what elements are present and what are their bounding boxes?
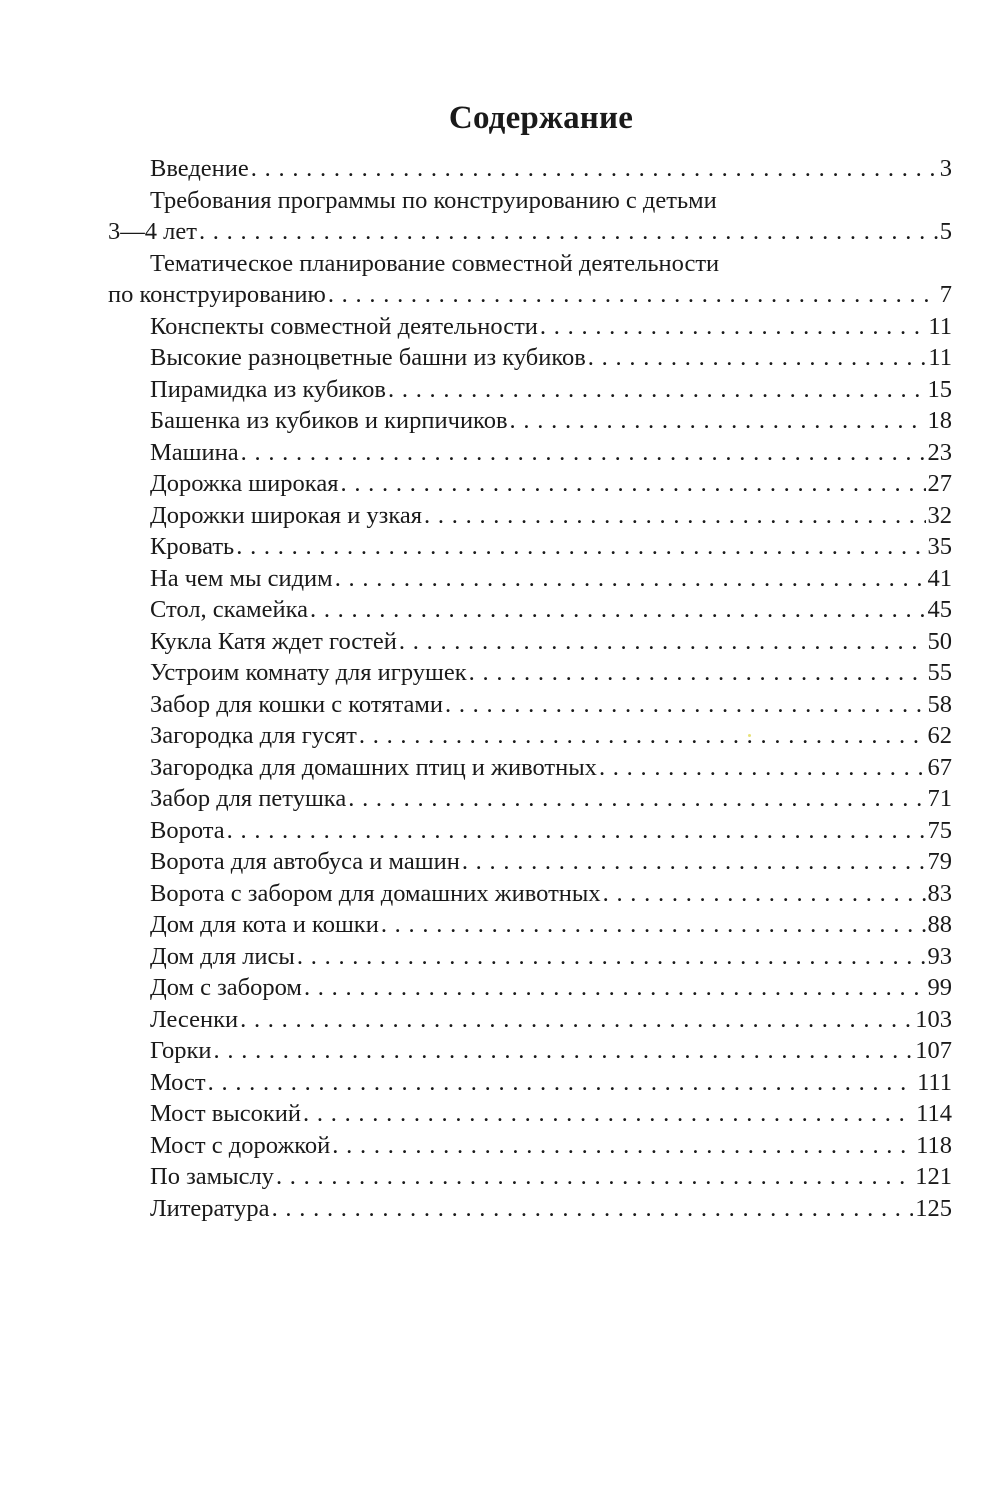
toc-entry xyxy=(108,972,952,1004)
toc-entry-row xyxy=(108,1193,952,1225)
toc-entry-title: Башенка из кубиков и кирпичиков xyxy=(150,407,508,434)
toc-page-number: 88 xyxy=(927,911,952,938)
dot-leader xyxy=(445,689,926,721)
toc-entry-title: Мост высокий xyxy=(150,1100,302,1127)
toc-entry xyxy=(108,689,952,721)
toc-entry-title: Машина xyxy=(150,438,239,466)
toc-page-number: 93 xyxy=(927,942,952,970)
toc-entry-row xyxy=(108,1035,952,1067)
toc-entry xyxy=(108,468,952,500)
toc-entry-row xyxy=(108,531,952,563)
toc-entry xyxy=(108,437,952,469)
toc-entry-row xyxy=(108,909,952,941)
toc-entry-row xyxy=(108,1161,952,1193)
toc-entry-title: по конструированию xyxy=(108,281,326,308)
toc-page-number: 71 xyxy=(927,785,952,812)
toc-entry xyxy=(108,815,952,847)
toc-entry-title: Введение xyxy=(150,155,249,182)
toc-entry xyxy=(108,752,952,784)
toc-page-number: 55 xyxy=(927,659,952,686)
dot-leader xyxy=(214,1035,914,1067)
toc-page-number: 125 xyxy=(915,1194,952,1222)
toc-entry-row xyxy=(108,626,952,658)
toc-page-number: 41 xyxy=(927,564,952,592)
toc-page-number: 11 xyxy=(928,312,952,340)
toc-entry-row xyxy=(108,815,952,847)
toc-entry-row xyxy=(108,500,952,532)
toc-entry-title-line: Тематическое планирование совместной деятельности xyxy=(150,249,720,277)
toc-entry-title: Мост с дорожкой xyxy=(150,1131,331,1159)
toc-entry-title: Дорожка широкая xyxy=(150,470,339,497)
toc-entry-title: Загородка для гусят xyxy=(150,722,357,749)
toc-page-number: 32 xyxy=(927,501,952,529)
toc-entry-row xyxy=(108,279,952,311)
toc-page-number: 45 xyxy=(927,596,952,623)
dot-leader xyxy=(241,437,926,469)
dot-leader xyxy=(388,374,926,406)
toc-entry-title: Пирамидка из кубиков xyxy=(150,375,386,403)
toc-entry-title: 3—4 лет xyxy=(108,218,197,245)
toc-entry-title-line: Требования программы по конструированию с детьми xyxy=(150,186,717,214)
toc-entry xyxy=(108,1004,952,1036)
dot-leader xyxy=(424,500,925,532)
toc-entry-row xyxy=(108,657,952,689)
toc-page-number: 114 xyxy=(916,1100,952,1127)
toc-entry-title: Кукла Катя ждет гостей xyxy=(150,627,397,655)
toc-entry-row xyxy=(108,405,952,437)
toc-entry-title: Ворота xyxy=(150,816,225,844)
toc-entry-title: Ворота для автобуса и машин xyxy=(150,848,460,875)
toc-entry xyxy=(108,1067,952,1099)
toc-entry-title: Кровать xyxy=(150,533,235,560)
toc-entry-title: Литература xyxy=(150,1194,270,1222)
toc-entry xyxy=(108,1035,952,1067)
toc-entry-title: Ворота с забором для домашних животных xyxy=(150,879,601,907)
toc-entry xyxy=(108,1193,952,1225)
toc-entry-title: Горки xyxy=(150,1037,212,1064)
toc-entry-row xyxy=(108,563,952,595)
toc-entry-row xyxy=(108,342,952,374)
toc-entry-row xyxy=(108,594,952,626)
toc-entry-title: На чем мы сидим xyxy=(150,564,333,592)
toc-entry xyxy=(108,311,952,343)
toc-entry-row xyxy=(108,720,952,752)
toc-entry xyxy=(108,563,952,595)
toc-entry-title: Загородка для домашних птиц и животных xyxy=(150,753,597,781)
toc-entry-row xyxy=(108,311,952,343)
toc-entry xyxy=(108,1098,952,1130)
toc-entry-row xyxy=(108,437,952,469)
toc-entry-title: Забор для петушка xyxy=(150,785,347,812)
toc-entry-title: Стол, скамейка xyxy=(150,596,308,623)
toc-entry xyxy=(108,531,952,563)
dot-leader xyxy=(540,311,926,343)
toc-entry xyxy=(108,941,952,973)
toc-page-number: 5 xyxy=(939,218,952,245)
toc-page-number: 7 xyxy=(939,281,952,308)
dot-leader xyxy=(310,594,926,626)
toc-page-number: 83 xyxy=(927,879,952,907)
toc-entry-title: Дом для кота и кошки xyxy=(150,911,379,938)
toc-entry xyxy=(108,594,952,626)
paper-speck xyxy=(748,734,751,737)
toc-entry-title: Мост xyxy=(150,1068,206,1096)
dot-leader xyxy=(236,531,925,563)
toc-page-number: 50 xyxy=(927,627,952,655)
toc-page-number: 35 xyxy=(927,533,952,560)
toc-page-number: 18 xyxy=(927,407,952,434)
dot-leader xyxy=(599,752,926,784)
dot-leader xyxy=(251,153,938,185)
toc-entry xyxy=(108,626,952,658)
toc-entry-title: Забор для кошки с котятами xyxy=(150,690,443,718)
toc-entry-title: По замыслу xyxy=(150,1163,274,1190)
toc-page-number: 75 xyxy=(927,816,952,844)
toc-page-number: 79 xyxy=(927,848,952,875)
toc-entry-row xyxy=(108,216,952,248)
dot-leader xyxy=(510,405,926,437)
dot-leader xyxy=(332,1130,914,1162)
toc-entry-row xyxy=(108,153,952,185)
toc-page-number: 67 xyxy=(927,753,952,781)
toc-entry-row xyxy=(108,1130,952,1162)
dot-leader xyxy=(297,941,926,973)
dot-leader xyxy=(462,846,926,878)
page-title: Содержание xyxy=(448,100,634,137)
toc-entry-row xyxy=(108,468,952,500)
dot-leader xyxy=(603,878,926,910)
dot-leader xyxy=(272,1193,914,1225)
dot-leader xyxy=(276,1161,913,1193)
dot-leader xyxy=(328,279,938,311)
toc-entry-title: Дорожки широкая и узкая xyxy=(150,501,423,529)
dot-leader xyxy=(240,1004,913,1036)
dot-leader xyxy=(199,216,938,248)
toc-entry-row xyxy=(108,846,952,878)
toc-entry xyxy=(108,405,952,437)
toc-entry xyxy=(108,878,952,910)
toc-entry-row xyxy=(108,1098,952,1130)
dot-leader xyxy=(359,720,926,752)
toc-entry xyxy=(108,1130,952,1162)
toc-page-number: 3 xyxy=(939,155,952,182)
dot-leader xyxy=(348,783,925,815)
toc-page-number: 27 xyxy=(927,470,952,497)
toc-entry xyxy=(108,248,952,311)
dot-leader xyxy=(303,1098,914,1130)
toc-page-number: 121 xyxy=(915,1163,952,1190)
toc-entry xyxy=(108,783,952,815)
toc-entry xyxy=(108,1161,952,1193)
toc-entry-title: Высокие разноцветные башни из кубиков xyxy=(150,344,586,371)
toc-entry xyxy=(108,500,952,532)
toc-entry-title: Конспекты совместной деятельности xyxy=(150,312,538,340)
dot-leader xyxy=(227,815,926,847)
dot-leader xyxy=(399,626,926,658)
toc-page-number: 107 xyxy=(915,1037,952,1064)
toc-entry-row xyxy=(108,1004,952,1036)
toc-page-number: 15 xyxy=(927,375,952,403)
dot-leader xyxy=(304,972,926,1004)
dot-leader xyxy=(335,563,926,595)
toc-entry xyxy=(108,185,952,248)
toc-entry-row xyxy=(108,689,952,721)
toc-entry-row xyxy=(108,752,952,784)
toc-entry xyxy=(108,153,952,185)
dot-leader xyxy=(381,909,926,941)
toc-page-number: 118 xyxy=(916,1131,952,1159)
toc-entry-row xyxy=(108,972,952,1004)
toc-page-number: 11 xyxy=(928,344,952,371)
toc-entry-title: Дом для лисы xyxy=(150,942,295,970)
table-of-contents xyxy=(108,153,952,1224)
toc-entry xyxy=(108,846,952,878)
dot-leader xyxy=(469,657,926,689)
dot-leader xyxy=(588,342,927,374)
toc-entry xyxy=(108,342,952,374)
toc-page-number: 103 xyxy=(915,1005,952,1033)
toc-entry xyxy=(108,657,952,689)
toc-entry-title: Лесенки xyxy=(150,1005,239,1033)
toc-entry-row xyxy=(108,878,952,910)
toc-page-number: 99 xyxy=(927,974,952,1001)
toc-page-number: 62 xyxy=(927,722,952,749)
toc-entry xyxy=(108,374,952,406)
dot-leader xyxy=(340,468,925,500)
toc-entry-row xyxy=(108,941,952,973)
toc-page-number: 23 xyxy=(927,438,952,466)
toc-entry-row xyxy=(108,1067,952,1099)
toc-page-number: 111 xyxy=(917,1068,952,1096)
toc-entry xyxy=(108,909,952,941)
toc-page-number: 58 xyxy=(927,690,952,718)
toc-entry-title: Устроим комнату для игрушек xyxy=(150,659,467,686)
dot-leader xyxy=(208,1067,915,1099)
toc-entry-row xyxy=(108,374,952,406)
toc-entry-row xyxy=(108,783,952,815)
toc-entry-title: Дом с забором xyxy=(150,974,302,1001)
toc-entry xyxy=(108,720,952,752)
